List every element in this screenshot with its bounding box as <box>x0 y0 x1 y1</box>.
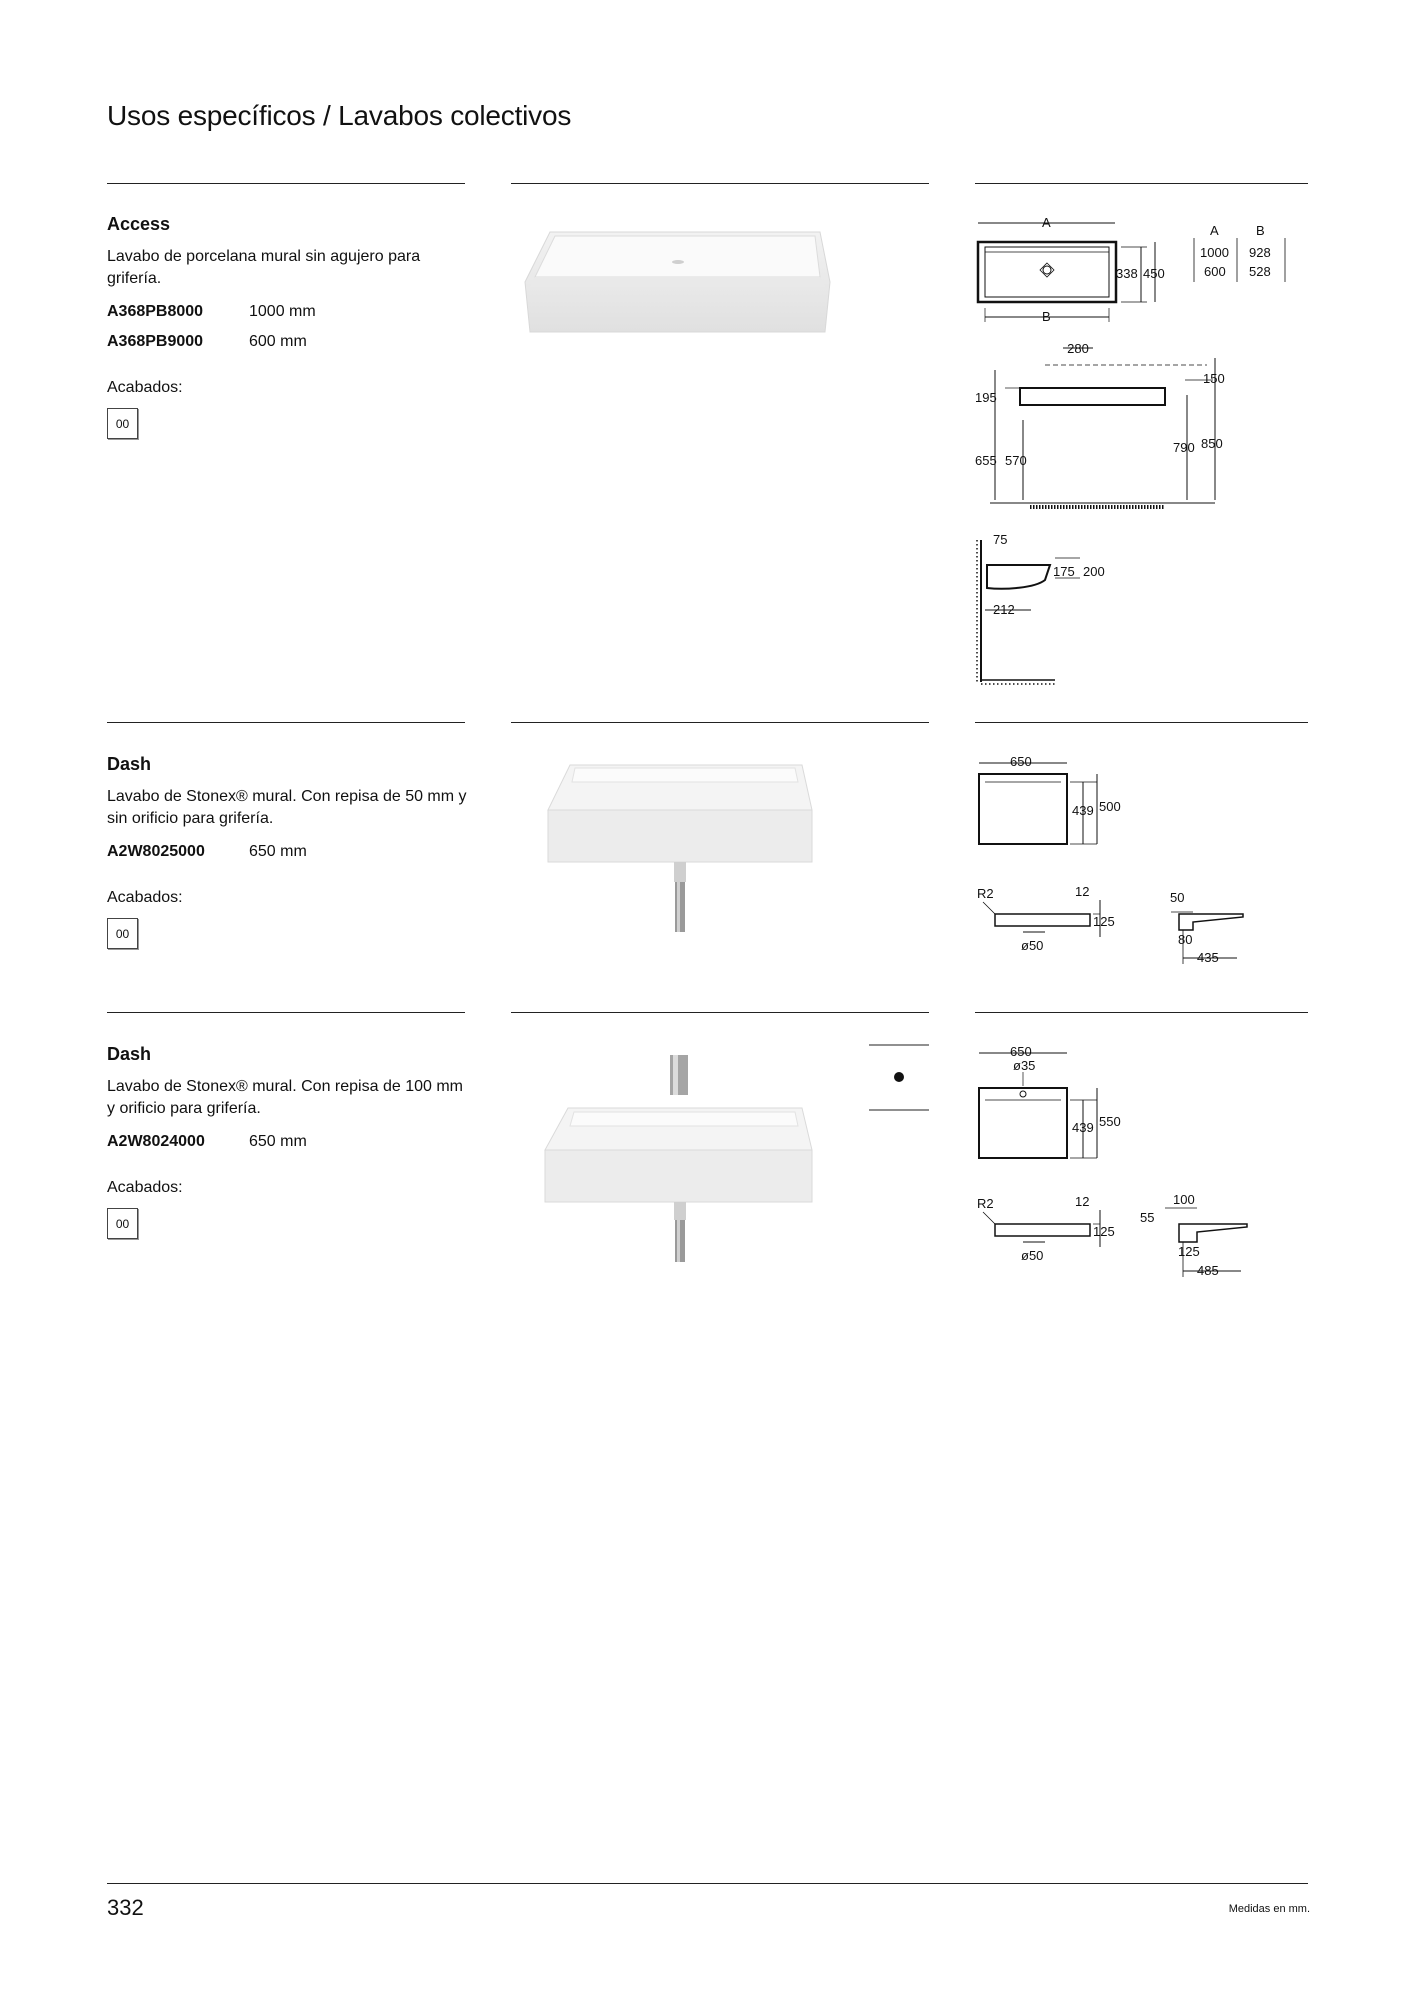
dim-inner: 439 <box>1072 803 1094 818</box>
dim-rim: 12 <box>1075 1194 1090 1209</box>
section-divider <box>975 183 1308 184</box>
product-photo-dash-50 <box>540 760 820 935</box>
page-title: Usos específicos / Lavabos colectivos <box>107 100 572 131</box>
product-photo-dash-100 <box>540 1050 820 1265</box>
dim-back: 125 <box>1178 1244 1200 1259</box>
table-cell: 928 <box>1249 245 1271 260</box>
dim-outer: 550 <box>1099 1114 1121 1129</box>
bullet-marker <box>869 1044 929 1114</box>
dim-width: 650 <box>1010 754 1032 769</box>
table-cell: 1000 <box>1200 245 1229 260</box>
product-size: 600 mm <box>249 333 307 350</box>
section-divider <box>511 1012 929 1013</box>
product-variant <box>107 1133 307 1151</box>
dim-drain: ø50 <box>1021 1248 1044 1263</box>
dim-outer-depth: 450 <box>1143 266 1165 281</box>
dim-back: 80 <box>1178 932 1193 947</box>
dim-radius: R2 <box>977 1196 994 1211</box>
product-code: A368PB8000 <box>107 303 204 320</box>
dim-height: 850 <box>1201 436 1223 451</box>
dim-top: 75 <box>993 532 1008 547</box>
section-divider <box>975 1012 1308 1013</box>
section-divider <box>975 722 1308 723</box>
product-size: 650 mm <box>249 1133 307 1150</box>
product-variant <box>107 333 307 351</box>
dim-inner: 439 <box>1072 1120 1094 1135</box>
dim-drain: ø50 <box>1021 938 1044 953</box>
technical-drawing-access <box>975 210 1315 690</box>
finish-swatch: 00 <box>107 1208 138 1239</box>
page-number: 332 <box>107 1895 144 1920</box>
finishes-label: Acabados: <box>107 889 183 906</box>
table-cell: 528 <box>1249 264 1271 279</box>
product-photo-access <box>520 222 845 372</box>
technical-drawing-dash-50 <box>975 752 1315 982</box>
finish-swatch: 00 <box>107 408 138 439</box>
product-description: Lavabo de porcelana mural sin agujero para grifería. <box>107 248 421 287</box>
product-code: A2W8024000 <box>107 1133 205 1150</box>
dim-width-a: A <box>1042 215 1051 230</box>
section-divider <box>511 183 929 184</box>
dim-tap-hole: ø35 <box>1013 1058 1036 1073</box>
product-code: A368PB9000 <box>107 333 204 350</box>
dim-depth: 485 <box>1197 1263 1219 1278</box>
dim-top: 55 <box>1140 1210 1155 1225</box>
dim-depth: 175 <box>1053 564 1075 579</box>
product-size: 650 mm <box>249 843 307 860</box>
dim-height: 125 <box>1093 914 1115 929</box>
product-size: 1000 mm <box>249 303 316 320</box>
dim-width: 650 <box>1010 1044 1032 1059</box>
section-divider <box>107 1012 465 1013</box>
dim-offset: 150 <box>1203 371 1225 386</box>
table-cell: 600 <box>1204 264 1226 279</box>
product-name: Access <box>107 214 171 234</box>
dim-depth: 435 <box>1197 950 1219 965</box>
section-divider <box>107 722 465 723</box>
product-code: A2W8025000 <box>107 843 205 860</box>
product-name: Dash <box>107 754 152 774</box>
dim-rim: 12 <box>1075 884 1090 899</box>
dim-height: 790 <box>1173 440 1195 455</box>
product-description: Lavabo de Stonex® mural. Con repisa de 100 mm y orificio para grifería. <box>107 1078 463 1117</box>
dim-depth: 200 <box>1083 564 1105 579</box>
product-name: Dash <box>107 1044 152 1064</box>
dim-outer: 500 <box>1099 799 1121 814</box>
finishes-label: Acabados: <box>107 379 183 396</box>
dim-height: 570 <box>1005 453 1027 468</box>
product-variant <box>107 303 316 321</box>
technical-drawing-dash-100 <box>975 1042 1315 1292</box>
dim-height: 125 <box>1093 1224 1115 1239</box>
dim-tap-spacing: 280 <box>1067 341 1089 356</box>
dim-radius: R2 <box>977 886 994 901</box>
dim-width-b: B <box>1042 309 1051 324</box>
table-header: B <box>1256 223 1265 238</box>
dim-shelf: 50 <box>1170 890 1185 905</box>
dim-inner-depth: 338 <box>1116 266 1138 281</box>
footer-divider <box>107 1883 1308 1884</box>
dim-shelf: 100 <box>1173 1192 1195 1207</box>
section-divider <box>511 722 929 723</box>
dim-top-offset: 195 <box>975 390 997 405</box>
table-header: A <box>1210 223 1219 238</box>
product-variant <box>107 843 307 861</box>
dim-projection: 212 <box>993 602 1015 617</box>
product-description: Lavabo de Stonex® mural. Con repisa de 50 mm y sin orificio para grifería. <box>107 788 467 827</box>
footer-note: Medidas en mm. <box>1228 1903 1310 1915</box>
section-divider <box>107 183 465 184</box>
finish-swatch: 00 <box>107 918 138 949</box>
finishes-label: Acabados: <box>107 1179 183 1196</box>
dim-height: 655 <box>975 453 997 468</box>
